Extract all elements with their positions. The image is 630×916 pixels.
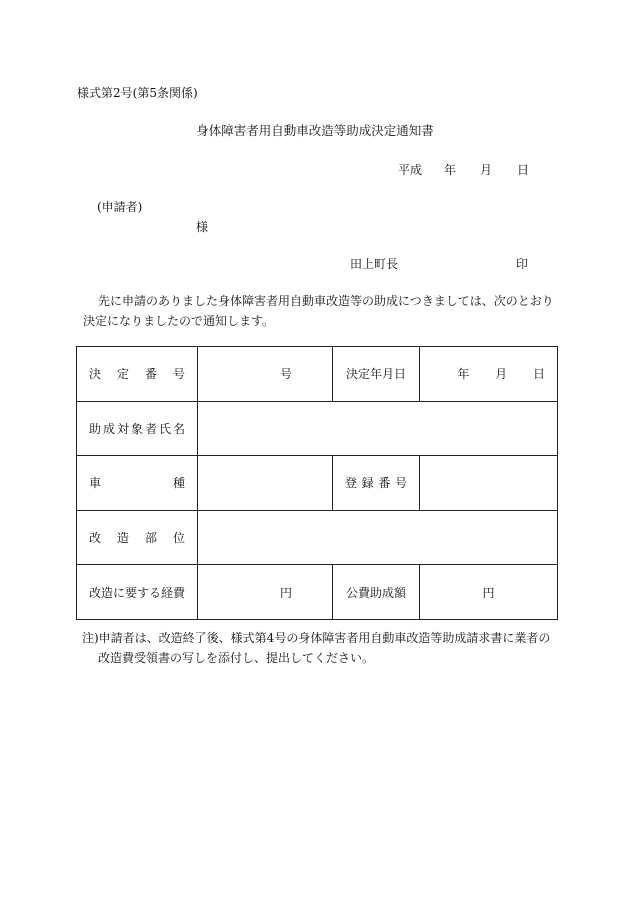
vehicle-type-label: 車種 [77, 456, 198, 511]
table-row [77, 456, 558, 511]
date-line [398, 161, 529, 178]
honorific: 様 [196, 220, 209, 234]
subsidy-label: 公費助成額 [333, 565, 420, 620]
decision-date-value: 年 月 日 [420, 347, 558, 402]
mayor-title: 田上町長 [350, 257, 399, 271]
modification-part-value [198, 510, 558, 565]
note-line: 改造費受領書の写しを添付し、提出してください。 [98, 651, 375, 665]
form-code: 様式第2号(第5条関係) [77, 86, 198, 100]
body-line: 先に申請のありました身体障害者用自動車改造等の助成につきましては、次のとおり [98, 294, 554, 308]
table-row [77, 510, 558, 565]
date-month: 月 [480, 163, 493, 177]
modification-part-label: 改造部位 [77, 510, 198, 565]
subsidy-value: 円 [420, 565, 558, 620]
vehicle-type-value [198, 456, 333, 511]
registration-number-label: 登録番号 [333, 456, 420, 511]
decision-number-value: 号 [198, 347, 333, 402]
footnote [82, 628, 562, 668]
applicant-label: (申請者) [97, 200, 143, 214]
note-line: 注)申請者は、改造終了後、様式第4号の身体障害者用自動車改造等助成請求書に業者の [82, 631, 551, 645]
date-year: 年 [444, 163, 457, 177]
date-era: 平成 [398, 163, 423, 177]
table-row [77, 347, 558, 402]
subject-name-value [198, 401, 558, 456]
cost-label: 改造に要する経費 [77, 565, 198, 620]
decision-table [76, 346, 558, 620]
table-row [77, 401, 558, 456]
document-title: 身体障害者用自動車改造等助成決定通知書 [196, 123, 434, 138]
decision-number-label: 決定番号 [77, 347, 198, 402]
decision-date-label: 決定年月日 [333, 347, 420, 402]
body-text [83, 291, 561, 331]
seal-mark: 印 [516, 257, 529, 271]
subject-name-label: 助成対象者氏名 [77, 401, 198, 456]
body-line: 決定になりましたので通知します。 [83, 314, 275, 328]
cost-value: 円 [198, 565, 333, 620]
table-row [77, 565, 558, 620]
date-day: 日 [517, 163, 530, 177]
registration-number-value [420, 456, 558, 511]
